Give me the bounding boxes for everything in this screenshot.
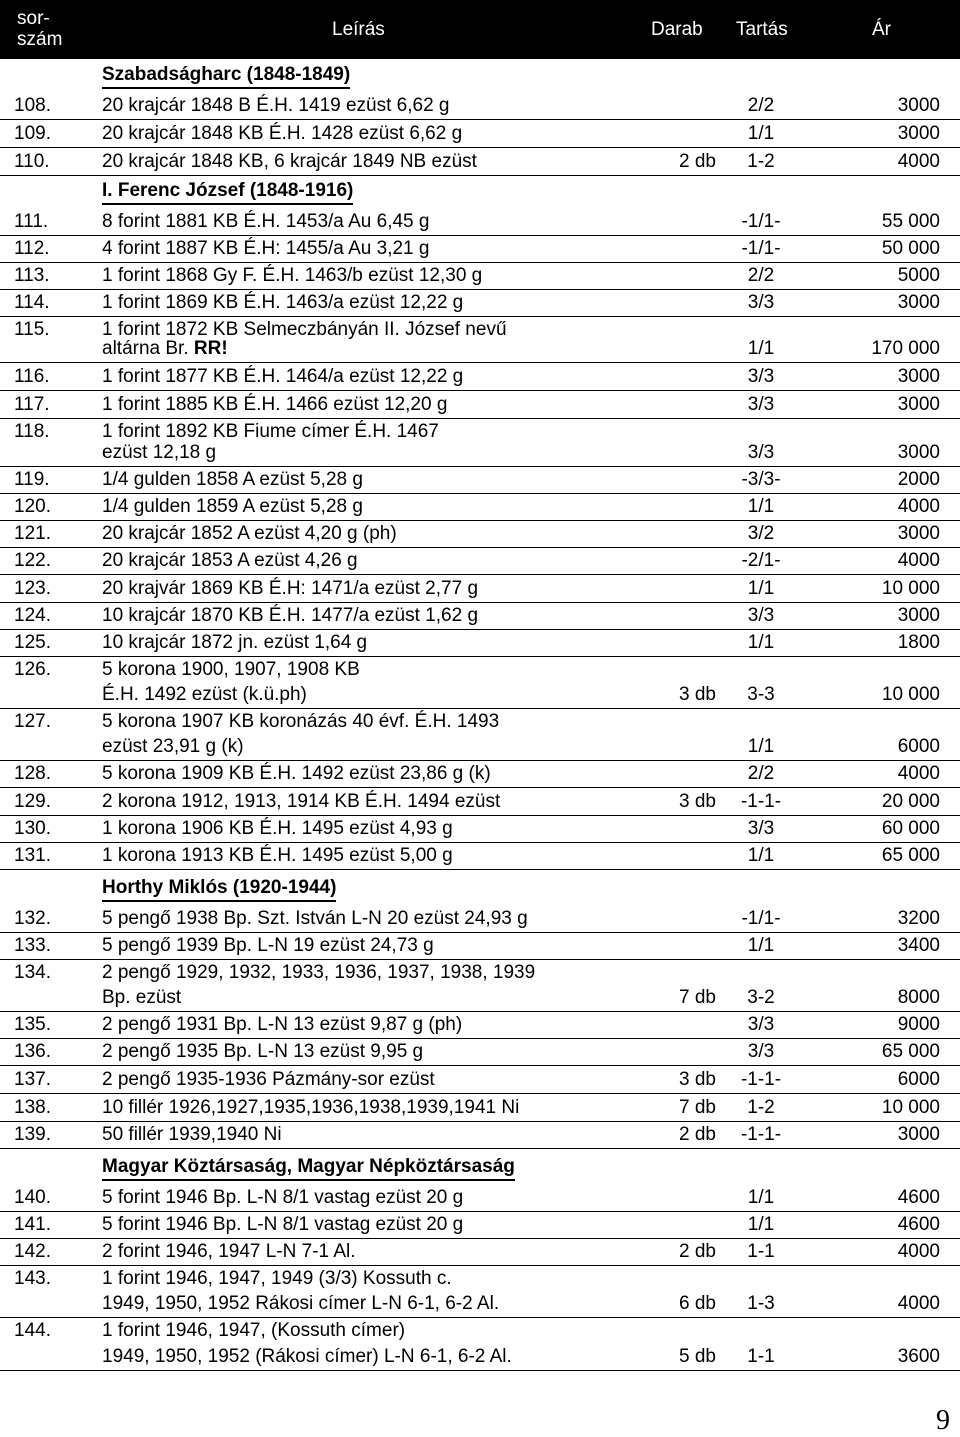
row-description: 2 pengő 1935 Bp. L-N 13 ezüst 9,95 g — [102, 1041, 424, 1062]
row-quantity: 3 db — [679, 791, 716, 812]
row-condition: 1/1 — [747, 496, 775, 517]
column-header-quantity: Darab — [651, 19, 703, 40]
row-price: 50 000 — [881, 238, 940, 259]
row-price: 170 000 — [871, 338, 940, 359]
row-quantity: 3 db — [679, 684, 716, 705]
row-price: 3000 — [897, 523, 940, 544]
table-row — [0, 603, 960, 630]
table-row — [0, 960, 960, 1012]
row-number: 129. — [14, 791, 51, 812]
row-condition: 3/3 — [747, 605, 775, 626]
row-price: 3000 — [897, 95, 940, 116]
row-price: 4600 — [897, 1214, 940, 1235]
section-title: Szabadságharc (1848-1849) — [102, 63, 350, 89]
row-number: 122. — [14, 550, 51, 571]
table-row — [0, 1039, 960, 1066]
row-description: 20 krajcár 1852 A ezüst 4,20 g (ph) — [102, 523, 397, 544]
row-condition: 3/2 — [747, 523, 775, 544]
row-price: 3600 — [897, 1346, 940, 1367]
rarity-mark: RR! — [193, 338, 228, 359]
row-number: 109. — [14, 123, 51, 144]
row-condition: -1/1- — [741, 238, 781, 259]
row-price: 65 000 — [881, 845, 940, 866]
table-row — [0, 391, 960, 419]
row-condition: 1-2 — [747, 1097, 775, 1118]
coin-list-table — [0, 59, 960, 1371]
table-row — [0, 236, 960, 263]
section-title: Magyar Köztársaság, Magyar Népköztársaság — [102, 1155, 515, 1181]
section-title: I. Ferenc József (1848-1916) — [102, 179, 353, 205]
row-description: 20 krajcár 1848 KB É.H. 1428 ezüst 6,62 g — [102, 123, 463, 144]
row-number: 130. — [14, 818, 51, 839]
row-description-continued — [102, 336, 228, 362]
row-number: 134. — [14, 962, 51, 983]
row-description-line2: 1949, 1950, 1952 (Rákosi címer) L-N 6-1, 6-2 Al. — [102, 1346, 512, 1367]
row-price: 4000 — [897, 151, 940, 172]
row-description-line2: ezüst 23,91 g (k) — [102, 736, 244, 757]
row-description: 20 krajcár 1848 B É.H. 1419 ezüst 6,62 g — [102, 95, 450, 116]
column-header-price: Ár — [872, 19, 891, 40]
row-description: 5 korona 1909 KB É.H. 1492 ezüst 23,86 g (k) — [102, 763, 491, 784]
row-number: 114. — [14, 292, 50, 313]
row-description-continued — [102, 1344, 512, 1370]
table-row — [0, 1066, 960, 1094]
row-description: 1 forint 1868 Gy F. É.H. 1463/b ezüst 12,30 g — [102, 265, 483, 286]
table-row — [0, 290, 960, 317]
row-description: 1 korona 1913 KB É.H. 1495 ezüst 5,00 g — [102, 845, 453, 866]
row-description-continued — [102, 985, 181, 1011]
row-condition: -3/3- — [741, 469, 781, 490]
column-header-condition: Tartás — [736, 19, 788, 40]
row-description: 1/4 gulden 1859 A ezüst 5,28 g — [102, 496, 363, 517]
table-row — [0, 92, 960, 120]
row-price: 3000 — [897, 292, 940, 313]
table-row — [0, 1212, 960, 1239]
row-number: 120. — [14, 496, 51, 517]
table-row — [0, 363, 960, 391]
row-number: 123. — [14, 578, 51, 599]
row-condition: -1-1- — [740, 1069, 782, 1090]
row-condition: 3/3 — [747, 394, 775, 415]
row-condition: 3/3 — [747, 442, 775, 463]
row-description-line2: ezüst 12,18 g — [102, 442, 217, 463]
row-description-line2: 1949, 1950, 1952 Rákosi címer L-N 6-1, 6-2 Al. — [102, 1293, 500, 1314]
table-row — [0, 1094, 960, 1122]
row-number: 131. — [14, 845, 51, 866]
row-condition: 1/1 — [747, 338, 775, 359]
table-row — [0, 788, 960, 816]
row-condition: 3/3 — [747, 292, 775, 313]
row-quantity: 5 db — [679, 1346, 716, 1367]
row-number: 142. — [14, 1241, 51, 1262]
column-header-number-line2: szám — [17, 29, 63, 50]
row-number: 121. — [14, 523, 51, 544]
row-condition: 1/1 — [747, 1187, 775, 1208]
row-number: 126. — [14, 659, 51, 680]
row-quantity: 6 db — [679, 1293, 716, 1314]
row-price: 2000 — [897, 469, 940, 490]
row-description: 1/4 gulden 1858 A ezüst 5,28 g — [102, 469, 363, 490]
row-number: 136. — [14, 1041, 51, 1062]
table-row — [0, 761, 960, 788]
table-row — [0, 317, 960, 363]
row-number: 138. — [14, 1097, 51, 1118]
row-price: 65 000 — [881, 1041, 940, 1062]
table-row — [0, 1122, 960, 1149]
row-price: 3000 — [897, 366, 940, 387]
column-header-description: Leírás — [332, 19, 385, 40]
row-price: 4000 — [897, 1241, 940, 1262]
row-price: 20 000 — [881, 791, 940, 812]
table-row — [0, 1266, 960, 1318]
row-price: 10 000 — [881, 1097, 940, 1118]
row-price: 4000 — [897, 496, 940, 517]
row-condition: 1/1 — [747, 1214, 775, 1235]
column-header-number — [17, 8, 62, 50]
table-row — [0, 208, 960, 236]
row-description: 1 forint 1946, 1947, (Kossuth címer) — [102, 1320, 406, 1341]
section-heading — [0, 1149, 960, 1184]
row-description: 2 pengő 1935-1936 Pázmány-sor ezüst — [102, 1069, 435, 1090]
row-number: 141. — [14, 1214, 51, 1235]
row-price: 6000 — [897, 1069, 940, 1090]
row-number: 128. — [14, 763, 51, 784]
table-row — [0, 843, 960, 870]
row-price: 4000 — [897, 763, 940, 784]
row-number: 133. — [14, 935, 51, 956]
row-number: 119. — [14, 469, 50, 490]
table-row — [0, 575, 960, 603]
row-description: 4 forint 1887 KB É.H: 1455/a Au 3,21 g — [102, 238, 430, 259]
row-number: 127. — [14, 711, 51, 732]
row-description: 5 korona 1900, 1907, 1908 KB — [102, 659, 360, 680]
row-description-continued — [102, 440, 216, 466]
table-row — [0, 1184, 960, 1212]
table-row — [0, 1239, 960, 1266]
row-price: 10 000 — [881, 578, 940, 599]
table-row — [0, 521, 960, 548]
row-condition: 1-1 — [747, 1346, 775, 1367]
section-heading — [0, 176, 960, 208]
row-quantity: 2 db — [679, 1124, 716, 1145]
row-description: 5 pengő 1939 Bp. L-N 19 ezüst 24,73 g — [102, 935, 434, 956]
row-price: 10 000 — [881, 684, 940, 705]
row-condition: 1-3 — [747, 1293, 775, 1314]
row-condition: 3/3 — [747, 1014, 775, 1035]
row-description: 1 forint 1872 KB Selmeczbányán II. József nevű — [102, 319, 507, 340]
row-price: 4000 — [897, 1293, 940, 1314]
row-description: 8 forint 1881 KB É.H. 1453/a Au 6,45 g — [102, 211, 430, 232]
row-condition: 3-3 — [747, 684, 775, 705]
table-row — [0, 816, 960, 843]
row-description: 5 korona 1907 KB koronázás 40 évf. É.H. 1493 — [102, 711, 500, 732]
row-number: 113. — [14, 265, 50, 286]
table-row — [0, 1012, 960, 1039]
row-quantity: 7 db — [679, 1097, 716, 1118]
row-description: 5 forint 1946 Bp. L-N 8/1 vastag ezüst 20 g — [102, 1187, 464, 1208]
row-price: 4000 — [897, 550, 940, 571]
row-condition: 3/3 — [747, 1041, 775, 1062]
table-row — [0, 467, 960, 494]
row-condition: 1/1 — [747, 578, 775, 599]
row-description: 2 korona 1912, 1913, 1914 KB É.H. 1494 ezüst — [102, 791, 501, 812]
row-condition: 1/1 — [747, 935, 775, 956]
row-condition: -2/1- — [741, 550, 781, 571]
section-title: Horthy Miklós (1920-1944) — [102, 876, 336, 902]
row-number: 112. — [14, 238, 50, 259]
row-price: 9000 — [897, 1014, 940, 1035]
row-number: 137. — [14, 1069, 51, 1090]
row-description: 20 krajcár 1848 KB, 6 krajcár 1849 NB ezüst — [102, 151, 477, 172]
row-price: 3000 — [897, 605, 940, 626]
row-condition: -1/1- — [741, 908, 781, 929]
row-condition: 2/2 — [747, 763, 775, 784]
row-description: 1 forint 1892 KB Fiume címer É.H. 1467 — [102, 421, 439, 442]
row-description: 1 forint 1869 KB É.H. 1463/a ezüst 12,22 g — [102, 292, 464, 313]
row-price: 4600 — [897, 1187, 940, 1208]
row-description: 10 krajcár 1870 KB É.H. 1477/a ezüst 1,62 g — [102, 605, 479, 626]
table-row — [0, 905, 960, 933]
section-heading — [0, 870, 960, 905]
row-price: 8000 — [897, 987, 940, 1008]
row-number: 144. — [14, 1320, 51, 1341]
row-condition: 1/1 — [747, 845, 775, 866]
row-description: 1 forint 1877 KB É.H. 1464/a ezüst 12,22 g — [102, 366, 464, 387]
row-number: 139. — [14, 1124, 51, 1145]
row-number: 124. — [14, 605, 51, 626]
row-description: 2 pengő 1929, 1932, 1933, 1936, 1937, 1938, 1939 — [102, 962, 536, 983]
table-row — [0, 657, 960, 709]
table-row — [0, 709, 960, 761]
row-quantity: 7 db — [679, 987, 716, 1008]
row-condition: 1/1 — [747, 632, 775, 653]
row-price: 5000 — [897, 265, 940, 286]
row-description: 10 fillér 1926,1927,1935,1936,1938,1939,1941 Ni — [102, 1097, 520, 1118]
row-number: 116. — [14, 366, 50, 387]
row-number: 135. — [14, 1014, 51, 1035]
row-description: 20 krajcár 1853 A ezüst 4,26 g — [102, 550, 358, 571]
row-number: 115. — [14, 319, 50, 340]
row-condition: 2/2 — [747, 265, 775, 286]
table-row — [0, 1318, 960, 1371]
row-condition: 1/1 — [747, 123, 775, 144]
row-price: 3400 — [897, 935, 940, 956]
row-price: 6000 — [897, 736, 940, 757]
row-description: 5 pengő 1938 Bp. Szt. István L-N 20 ezüst 24,93 g — [102, 908, 528, 929]
table-row — [0, 263, 960, 290]
row-description-continued — [102, 682, 307, 708]
row-number: 117. — [14, 394, 50, 415]
row-number: 118. — [14, 421, 50, 442]
row-condition: -1/1- — [741, 211, 781, 232]
page-number: 9 — [936, 1405, 950, 1436]
table-row — [0, 148, 960, 176]
section-heading — [0, 59, 960, 92]
row-description-continued — [102, 734, 244, 760]
row-condition: 3/3 — [747, 818, 775, 839]
row-description: 1 korona 1906 KB É.H. 1495 ezüst 4,93 g — [102, 818, 453, 839]
row-description: 5 forint 1946 Bp. L-N 8/1 vastag ezüst 20 g — [102, 1214, 464, 1235]
table-row — [0, 933, 960, 960]
table-row — [0, 548, 960, 575]
row-condition: 3-2 — [747, 987, 775, 1008]
row-number: 140. — [14, 1187, 51, 1208]
row-description: 1 forint 1946, 1947, 1949 (3/3) Kossuth c. — [102, 1268, 452, 1289]
row-description: 2 forint 1946, 1947 L-N 7-1 Al. — [102, 1241, 356, 1262]
row-price: 3000 — [897, 1124, 940, 1145]
row-quantity: 2 db — [679, 1241, 716, 1262]
row-condition: -1-1- — [740, 791, 782, 812]
row-condition: 1/1 — [747, 736, 775, 757]
row-number: 125. — [14, 632, 51, 653]
row-number: 110. — [14, 151, 50, 172]
row-description: 2 pengő 1931 Bp. L-N 13 ezüst 9,87 g (ph) — [102, 1014, 463, 1035]
row-description-line2: altárna Br. — [102, 338, 194, 359]
row-price: 3200 — [897, 908, 940, 929]
row-condition: -1-1- — [740, 1124, 782, 1145]
row-number: 108. — [14, 95, 51, 116]
row-description-line2: É.H. 1492 ezüst (k.ü.ph) — [102, 684, 307, 705]
row-number: 132. — [14, 908, 51, 929]
row-condition: 3/3 — [747, 366, 775, 387]
table-header — [0, 0, 960, 59]
row-price: 1800 — [897, 632, 940, 653]
table-row — [0, 630, 960, 657]
table-row — [0, 120, 960, 148]
column-header-number-line1: sor- — [17, 8, 50, 29]
row-quantity: 3 db — [679, 1069, 716, 1090]
row-price: 55 000 — [881, 211, 940, 232]
row-price: 3000 — [897, 123, 940, 144]
row-condition: 1-2 — [747, 151, 775, 172]
row-price: 3000 — [897, 442, 940, 463]
row-description: 20 krajvár 1869 KB É.H: 1471/a ezüst 2,77 g — [102, 578, 479, 599]
row-quantity: 2 db — [679, 151, 716, 172]
row-description: 1 forint 1885 KB É.H. 1466 ezüst 12,20 g — [102, 394, 448, 415]
row-number: 111. — [14, 211, 49, 232]
row-description: 10 krajcár 1872 jn. ezüst 1,64 g — [102, 632, 368, 653]
row-condition: 1-1 — [747, 1241, 775, 1262]
row-price: 3000 — [897, 394, 940, 415]
row-description-continued — [102, 1291, 499, 1317]
table-row — [0, 419, 960, 467]
row-description-line2: Bp. ezüst — [102, 987, 182, 1008]
row-description: 50 fillér 1939,1940 Ni — [102, 1124, 282, 1145]
table-row — [0, 494, 960, 521]
row-price: 60 000 — [881, 818, 940, 839]
row-number: 143. — [14, 1268, 51, 1289]
row-condition: 2/2 — [747, 95, 775, 116]
